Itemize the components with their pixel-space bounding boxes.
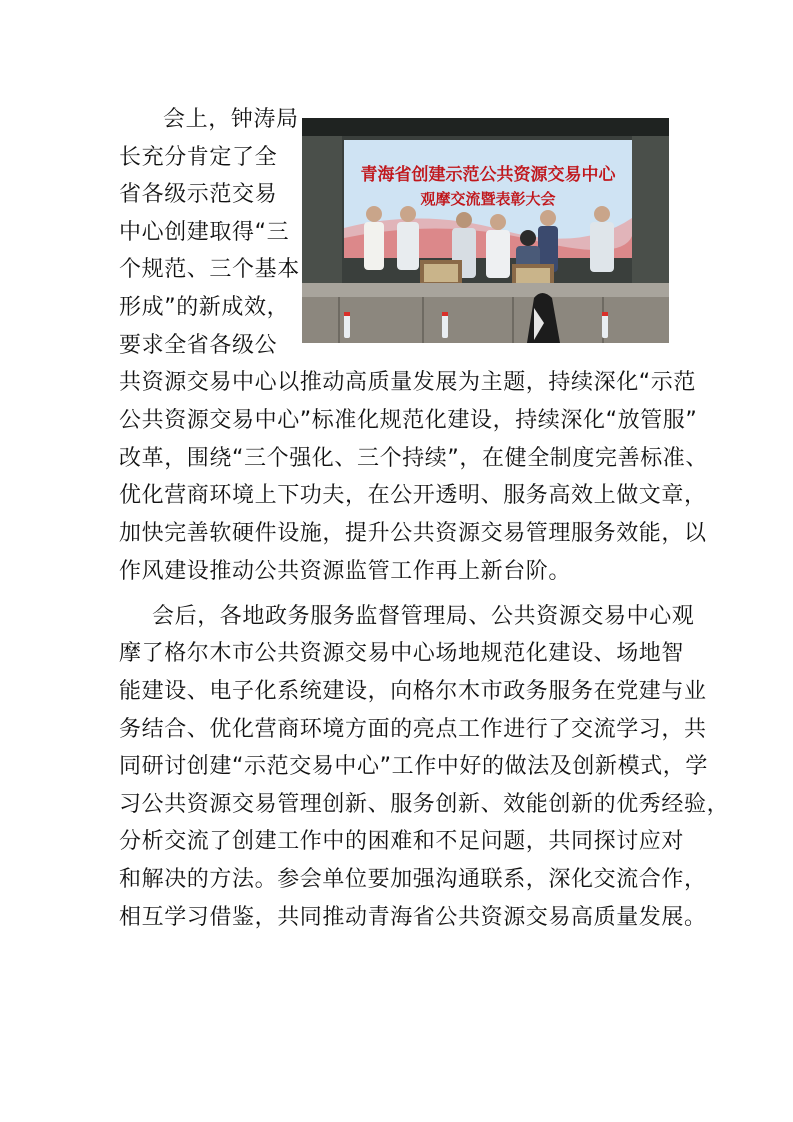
banner-subtitle: 观摩交流暨表彰大会 [420,190,556,208]
paragraph1-line-13: 作风建设推动公共资源监管工作再上新台阶。 [119,559,572,584]
paragraph1-line-7: 要求全省各级公 [119,333,278,358]
banner-title: 青海省创建示范公共资源交易中心 [360,165,616,185]
paragraph1-line-10: 改革，围绕“三个强化、三个持续”，在健全制度完善标准、 [119,446,708,471]
paragraph2-line-5: 同研讨创建“示范交易中心”工作中好的做法及创新模式，学 [119,754,708,779]
paragraph1-line-9: 公共资源交易中心”标准化规范化建设，持续深化“放管服” [119,408,698,433]
paragraph2-line-4: 务结合、优化营商环境方面的亮点工作进行了交流学习，共 [119,717,707,742]
paragraph1-line-5: 个规范、三个基本 [119,257,300,282]
paragraph2-line-6: 习公共资源交易管理创新、服务创新、效能创新的优秀经验， [119,792,730,817]
paragraph2-line-2: 摩了格尔木市公共资源交易中心场地规范化建设、场地智 [119,641,685,666]
paragraph2-line-7: 分析交流了创建工作中的困难和不足问题，共同探讨应对 [119,829,685,854]
paragraph1-line-1: 会上，钟涛局 [163,107,299,132]
paragraph2-line-1: 会后，各地政务服务监督管理局、公共资源交易中心观 [152,604,695,629]
paragraph1-line-12: 加快完善软硬件设施，提升公共资源交易管理服务效能，以 [119,521,707,546]
event-photo [302,118,669,343]
paragraph1-line-6: 形成”的新成效， [119,295,290,320]
paragraph1-line-8: 共资源交易中心以推动高质量发展为主题，持续深化“示范 [119,370,696,395]
paragraph1-line-2: 长充分肯定了全 [119,145,278,170]
paragraph1-line-4: 中心创建取得“三 [119,220,290,245]
paragraph2-line-3: 能建设、电子化系统建设，向格尔木市政务服务在党建与业 [119,679,707,704]
paragraph1-line-3: 省各级示范交易 [119,182,278,207]
paragraph1-line-11: 优化营商环境上下功夫，在公开透明、服务高效上做文章， [119,483,707,508]
paragraph2-line-9: 相互学习借鉴，共同推动青海省公共资源交易高质量发展。 [119,905,707,930]
paragraph2-line-8: 和解决的方法。参会单位要加强沟通联系，深化交流合作， [119,867,707,892]
